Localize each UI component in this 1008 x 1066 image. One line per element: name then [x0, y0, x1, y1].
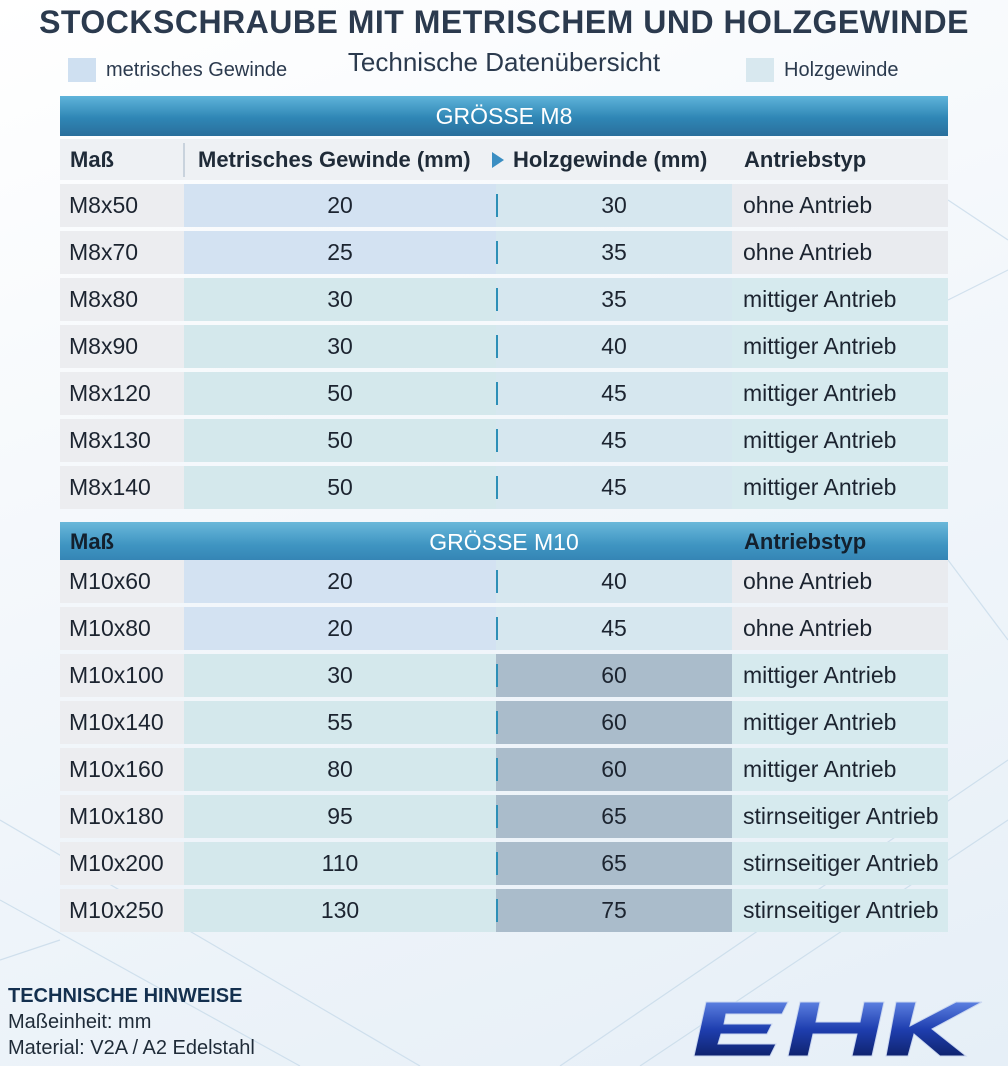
table-row [60, 795, 948, 838]
table-row [60, 654, 948, 697]
table-row [60, 372, 948, 415]
cell-drive-type: mittiger Antrieb [732, 748, 948, 791]
column-divider [496, 758, 498, 781]
cell-drive-type: stirnseitiger Antrieb [732, 842, 948, 885]
table-row [60, 231, 948, 274]
cell-wood-thread: 35 [496, 278, 732, 321]
cell-wood-thread: 40 [496, 560, 732, 603]
cell-wood-thread: 60 [496, 701, 732, 744]
cell-mass: M8x130 [60, 419, 184, 462]
cell-metric-thread: 25 [184, 231, 496, 274]
cell-mass: M8x70 [60, 231, 184, 274]
notes-title: TECHNISCHE HINWEISE [8, 985, 243, 1007]
column-header-mass: Maß [70, 147, 114, 172]
column-header-mass-m10: Maß [70, 529, 114, 554]
column-divider [496, 241, 498, 264]
cell-wood-thread: 75 [496, 889, 732, 932]
cell-metric-thread: 130 [184, 889, 496, 932]
ehk-logo [692, 992, 984, 1062]
legend-wood-swatch [746, 58, 774, 82]
table-row [60, 419, 948, 462]
table-row [60, 607, 948, 650]
cell-drive-type: mittiger Antrieb [732, 654, 948, 697]
table-row [60, 748, 948, 791]
cell-mass: M8x140 [60, 466, 184, 509]
arrow-right-icon [492, 152, 504, 168]
cell-wood-thread: 40 [496, 325, 732, 368]
column-divider [496, 476, 498, 499]
column-header-wood: Holzgewinde (mm) [513, 147, 708, 172]
table-row [60, 466, 948, 509]
cell-mass: M10x200 [60, 842, 184, 885]
cell-mass: M8x90 [60, 325, 184, 368]
table-row [60, 184, 948, 227]
table-row [60, 889, 948, 932]
page-title: STOCKSCHRAUBE MIT METRISCHEM UND HOLZGEWINDE [39, 4, 969, 40]
cell-wood-thread: 45 [496, 607, 732, 650]
cell-metric-thread: 55 [184, 701, 496, 744]
column-divider [496, 711, 498, 734]
legend-wood-label: Holzgewinde [784, 58, 899, 81]
cell-metric-thread: 20 [184, 560, 496, 603]
cell-drive-type: mittiger Antrieb [732, 278, 948, 321]
notes-unit: Maßeinheit: mm [8, 1011, 152, 1033]
cell-wood-thread: 45 [496, 466, 732, 509]
cell-wood-thread: 45 [496, 372, 732, 415]
cell-drive-type: ohne Antrieb [732, 560, 948, 603]
technical-notes [8, 985, 255, 1060]
table-row [60, 560, 948, 603]
logo-text: EHK [692, 992, 695, 993]
cell-wood-thread: 35 [496, 231, 732, 274]
cell-mass: M8x80 [60, 278, 184, 321]
cell-mass: M8x120 [60, 372, 184, 415]
cell-metric-thread: 95 [184, 795, 496, 838]
page-subtitle: Technische Datenübersicht [347, 47, 661, 77]
cell-wood-thread: 60 [496, 748, 732, 791]
column-divider [496, 899, 498, 922]
cell-drive-type: stirnseitiger Antrieb [732, 795, 948, 838]
column-divider [496, 570, 498, 593]
column-divider [496, 382, 498, 405]
cell-mass: M10x100 [60, 654, 184, 697]
cell-metric-thread: 30 [184, 654, 496, 697]
column-header-metric: Metrisches Gewinde (mm) [198, 147, 471, 172]
column-divider [496, 852, 498, 875]
cell-mass: M10x80 [60, 607, 184, 650]
cell-mass: M10x160 [60, 748, 184, 791]
cell-drive-type: ohne Antrieb [732, 607, 948, 650]
cell-drive-type: stirnseitiger Antrieb [732, 889, 948, 932]
cell-metric-thread: 20 [184, 184, 496, 227]
cell-mass: M10x180 [60, 795, 184, 838]
column-divider [496, 664, 498, 687]
cell-mass: M8x50 [60, 184, 184, 227]
cell-mass: M10x60 [60, 560, 184, 603]
cell-drive-type: ohne Antrieb [732, 231, 948, 274]
group-title-m10: GRÖSSE M10 [429, 529, 579, 555]
cell-metric-thread: 50 [184, 466, 496, 509]
column-header-drive-m10: Antriebstyp [744, 529, 867, 554]
group-header-m10 [60, 522, 948, 560]
legend-wood [746, 56, 899, 84]
column-divider [183, 143, 185, 177]
cell-wood-thread: 65 [496, 842, 732, 885]
cell-metric-thread: 50 [184, 419, 496, 462]
group-header-m8: GRÖSSE M8 [60, 96, 948, 136]
column-divider [496, 617, 498, 640]
notes-material: Material: V2A / A2 Edelstahl [8, 1037, 255, 1059]
cell-metric-thread: 50 [184, 372, 496, 415]
cell-drive-type: mittiger Antrieb [732, 701, 948, 744]
cell-metric-thread: 110 [184, 842, 496, 885]
cell-mass: M10x140 [60, 701, 184, 744]
column-divider [496, 194, 498, 217]
cell-mass: M10x250 [60, 889, 184, 932]
table-row [60, 842, 948, 885]
cell-metric-thread: 30 [184, 278, 496, 321]
cell-metric-thread: 30 [184, 325, 496, 368]
cell-wood-thread: 30 [496, 184, 732, 227]
cell-drive-type: mittiger Antrieb [732, 466, 948, 509]
table-row [60, 701, 948, 744]
column-divider [496, 288, 498, 311]
table-row [60, 325, 948, 368]
cell-drive-type: mittiger Antrieb [732, 325, 948, 368]
table-header-row [60, 139, 948, 180]
cell-wood-thread: 45 [496, 419, 732, 462]
table-row [60, 278, 948, 321]
cell-wood-thread: 60 [496, 654, 732, 697]
cell-metric-thread: 20 [184, 607, 496, 650]
cell-drive-type: ohne Antrieb [732, 184, 948, 227]
column-divider [496, 429, 498, 452]
cell-drive-type: mittiger Antrieb [732, 372, 948, 415]
cell-metric-thread: 80 [184, 748, 496, 791]
cell-wood-thread: 65 [496, 795, 732, 838]
column-divider [496, 335, 498, 358]
legend-metric-label: metrisches Gewinde [106, 58, 288, 81]
column-divider [496, 805, 498, 828]
cell-drive-type: mittiger Antrieb [732, 419, 948, 462]
column-header-drive: Antriebstyp [744, 147, 867, 172]
